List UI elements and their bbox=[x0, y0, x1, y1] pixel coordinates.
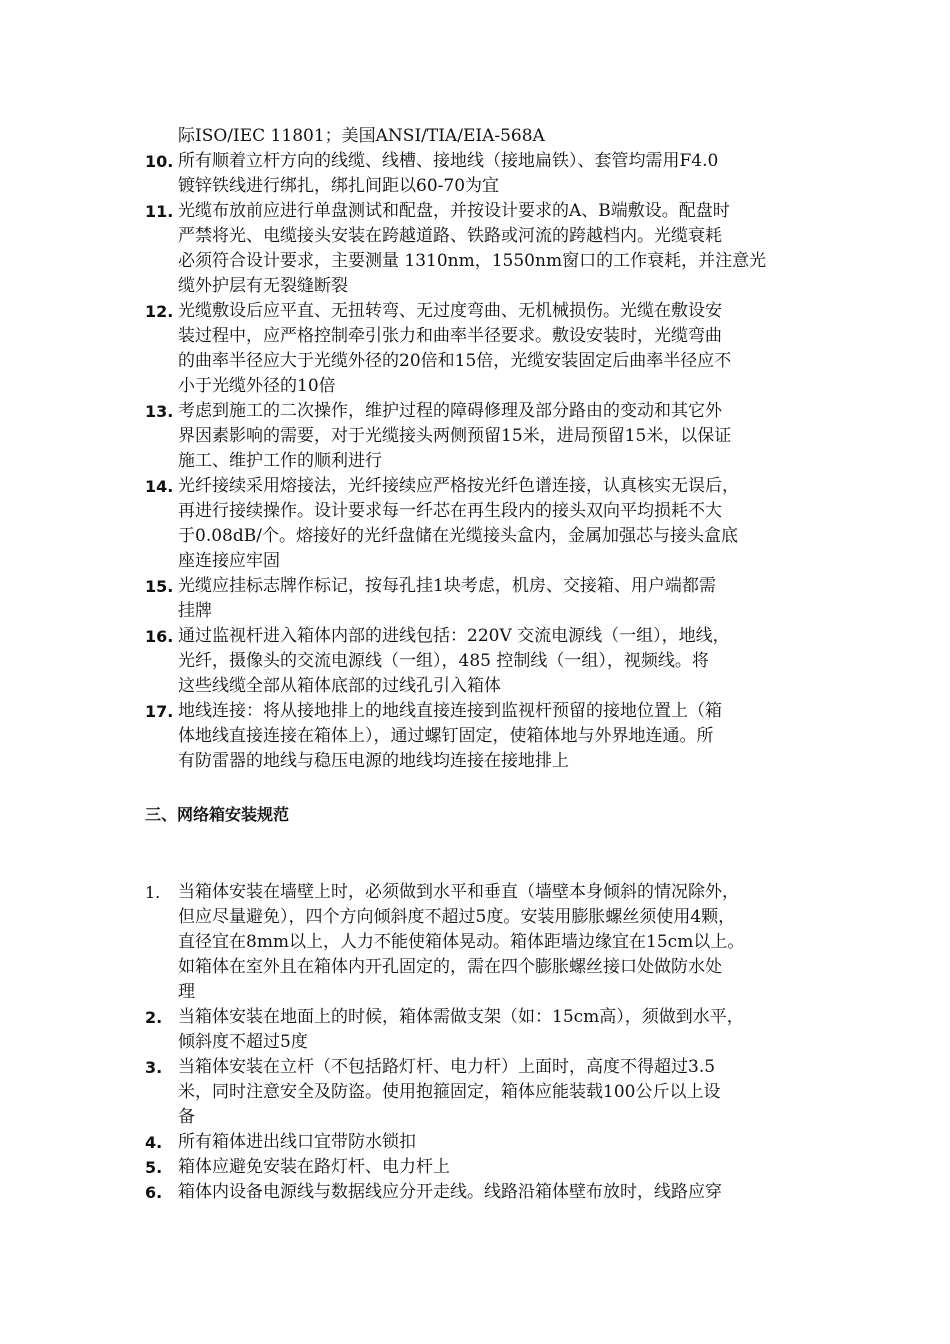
list-item-number: 10. bbox=[145, 152, 174, 171]
list-item bbox=[0, 149, 950, 199]
list-item-text: 考虑到施工的二次操作，维护过程的障碍修理及部分路由的变动和其它外 界因素影响的需要，对于光缆接头两侧预留15米，进局预留15米，以保证 施工、维护工作的顺利进行 bbox=[178, 401, 732, 471]
list-item-number: 12. bbox=[145, 302, 174, 321]
list-item bbox=[0, 1180, 950, 1205]
list-item-text: 光缆布放前应进行单盘测试和配盘，并按设计要求的A、B端敷设。配盘时 严禁将光、电缆接头安装在跨越道路、铁路或河流的跨越档内。光缆衰耗 必须符合设计要求，主要测量 1310nm，1550nm窗口的工作衰耗，并注意光 缆外护层有无裂缝断裂 bbox=[178, 201, 767, 296]
list-item-text: 箱体内设备电源线与数据线应分开走线。线路沿箱体壁布放时，线路应穿 bbox=[178, 1182, 722, 1202]
list-item-text: 箱体应避免安装在路灯杆、电力杆上 bbox=[178, 1157, 450, 1177]
list-item-text: 地线连接：将从接地排上的地线直接连接到监视杆预留的接地位置上（箱 体地线直接连接在箱体上），通过螺钉固定，使箱体地与外界地连通。所 有防雷器的地线与稳压电源的地线均连接在接地排上 bbox=[178, 701, 722, 771]
continuation-line: 际ISO/IEC 11801；美国ANSI/TIA/EIA-568A bbox=[178, 126, 545, 146]
list-item bbox=[0, 880, 950, 1005]
list-item-number: 11. bbox=[145, 202, 174, 221]
list-item bbox=[0, 199, 950, 299]
list-item-number: 14. bbox=[145, 477, 174, 496]
list-item bbox=[0, 1005, 950, 1055]
numbered-list-cabling bbox=[0, 149, 950, 774]
list-item-text: 当箱体安装在立杆（不包括路灯杆、电力杆）上面时，高度不得超过3.5 米，同时注意安全及防盗。使用抱箍固定，箱体应能装载100公斤以上设 备 bbox=[178, 1057, 721, 1127]
list-item bbox=[0, 1130, 950, 1155]
list-item bbox=[0, 1155, 950, 1180]
list-item-number: 16. bbox=[145, 627, 174, 646]
list-item bbox=[0, 399, 950, 474]
list-item-number: 2. bbox=[145, 1008, 163, 1027]
list-item-number: 4. bbox=[145, 1133, 163, 1152]
list-item bbox=[0, 624, 950, 699]
list-item-number: 6. bbox=[145, 1183, 163, 1202]
list-item bbox=[0, 699, 950, 774]
list-item bbox=[0, 1055, 950, 1130]
list-item-text: 光缆应挂标志牌作标记，按每孔挂1块考虑，机房、交接箱、用户端都需 挂牌 bbox=[178, 576, 716, 621]
list-item-text: 所有顺着立杆方向的线缆、线槽、接地线（接地扁铁）、套管均需用F4.0 镀锌铁线进行绑扎，绑扎间距以60-70为宜 bbox=[178, 151, 719, 196]
list-item-number: 3. bbox=[145, 1058, 163, 1077]
list-item-number: 17. bbox=[145, 702, 174, 721]
list-item-text: 当箱体安装在墙壁上时，必须做到水平和垂直（墙壁本身倾斜的情况除外， 但应尽量避免），四个方向倾斜度不超过5度。安装用膨胀螺丝须使用4颗， 直径宜在8mm以上，人力不能使箱体晃动。箱体距墙边缘宜在15cm以上。 如箱体在室外且在箱体内开孔固定的，需在四个膨胀螺丝接口处做防水处 理 bbox=[178, 882, 745, 1002]
list-item-text: 光纤接续采用熔接法，光纤接续应严格按光纤色谱连接，认真核实无误后， 再进行接续操作。设计要求每一纤芯在再生段内的接头双向平均损耗不大 于0.08dB/个。熔接好的光纤盘储在光缆接头盒内，金属加强芯与接头盒底 座连接应牢固 bbox=[178, 476, 739, 571]
list-item-number: 13. bbox=[145, 402, 174, 421]
list-item bbox=[0, 299, 950, 399]
list-item bbox=[0, 574, 950, 624]
list-item-number: 1. bbox=[145, 883, 161, 902]
list-item-number: 15. bbox=[145, 577, 174, 596]
numbered-list-network-box bbox=[0, 880, 950, 1205]
list-item-text: 光缆敷设后应平直、无扭转弯、无过度弯曲、无机械损伤。光缆在敷设安 装过程中，应严格控制牵引张力和曲率半径要求。敷设安装时，光缆弯曲 的曲率半径应大于光缆外径的20倍和15倍，光缆安装固定后曲率半径应不 小于光缆外径的10倍 bbox=[178, 301, 732, 396]
list-item-number: 5. bbox=[145, 1158, 163, 1177]
list-item-text: 通过监视杆进入箱体内部的进线包括：220V 交流电源线（一组），地线， 光纤，摄像头的交流电源线（一组），485 控制线（一组），视频线。将 这些线缆全部从箱体底部的过线孔引入箱体 bbox=[178, 626, 730, 696]
list-item-text: 当箱体安装在地面上的时候，箱体需做支架（如：15cm高），须做到水平， 倾斜度不超过5度 bbox=[178, 1007, 744, 1052]
list-item-text: 所有箱体进出线口宜带防水锁扣 bbox=[178, 1132, 416, 1152]
section-heading: 三、网络箱安装规范 bbox=[145, 805, 290, 824]
list-item bbox=[0, 474, 950, 574]
